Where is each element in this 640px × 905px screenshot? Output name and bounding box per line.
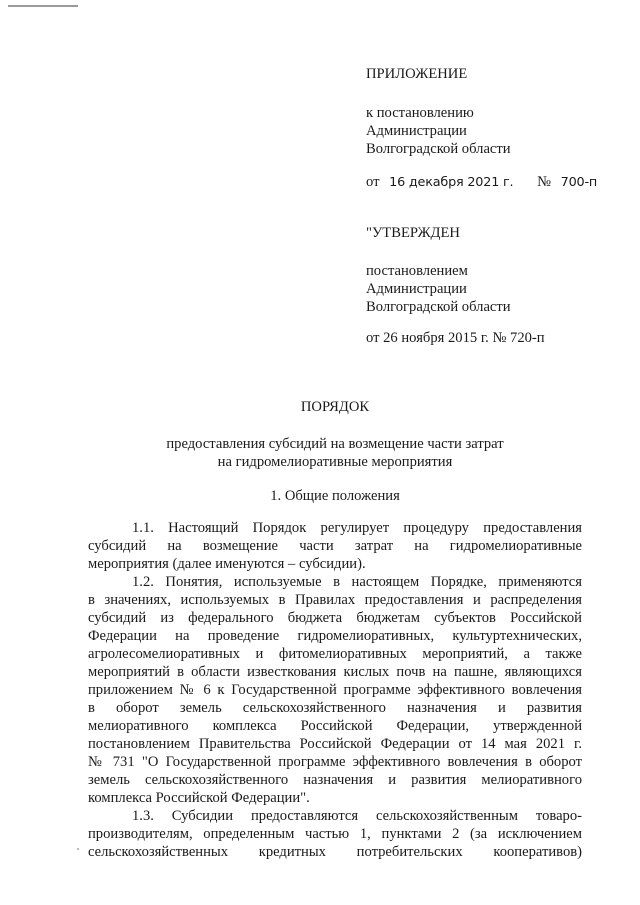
appendix-title: ПРИЛОЖЕНИЕ (366, 66, 468, 82)
body-line: 1.1. Настоящий Порядок регулирует процедуру предоставления (132, 520, 582, 536)
ref-line-3: Волгоградской области (366, 141, 511, 157)
body-line: в оборот земель сельскохозяйственного назначения и развития (88, 700, 582, 716)
scan-edge-mark (8, 5, 78, 7)
section-heading: 1. Общие положения (270, 488, 400, 504)
body-line: земель сельскохозяйственного назначения и развития мелиоративного (88, 772, 582, 788)
body-line: 1.3. Субсидии предоставляются сельскохозяйственным товаро- (132, 808, 582, 824)
number-stamp: 700-п (560, 175, 598, 190)
approved-line-2: Администрации (366, 281, 467, 297)
resolution-date-line (366, 173, 597, 192)
body-line: сельскохозяйственных кредитных потребительских кооперативов) (88, 844, 582, 860)
subtitle-line-1: предоставления субсидий на возмещение части затрат (166, 436, 504, 452)
document-title: ПОРЯДОК (300, 399, 370, 415)
number-prefix: № (537, 174, 551, 190)
ref-line-1: к постановлению (366, 105, 474, 121)
ref-line-2: Администрации (366, 123, 467, 139)
body-line: производителям, определенным частью 1, пунктами 2 (за исключением (88, 826, 582, 842)
body-line: субсидий на возмещение части затрат на гидромелиоративные (88, 538, 582, 554)
subtitle-line-2: на гидромелиоративные мероприятия (217, 454, 453, 470)
body-line: мероприятия (далее именуются – субсидии). (88, 556, 366, 572)
date-stamp: 16 декабря 2021 г. (389, 175, 514, 190)
body-line: приложением № 6 к Государственной программе эффективного вовлечения (88, 682, 582, 698)
body-line: 1.2. Понятия, используемые в настоящем Порядке, применяются (132, 574, 582, 590)
approved-line-1: постановлением (366, 263, 468, 279)
body-line: Федерации на проведение гидромелиоративных, культуртехнических, (88, 628, 582, 644)
body-line: субсидий из федерального бюджета бюджетам субъектов Российской (88, 610, 582, 626)
approved-line-3: Волгоградской области (366, 299, 511, 315)
body-line: в значениях, используемых в Правилах предоставления и распределения (88, 592, 582, 608)
scan-dot (77, 848, 79, 850)
approved-date-line: от 26 ноября 2015 г. № 720-п (366, 330, 545, 346)
body-line: комплекса Российской Федерации". (88, 790, 310, 806)
body-line: мероприятий в области известкования кислых почв на пашне, являющихся (88, 664, 582, 680)
body-line: мелиоративного комплекса Российской Федерации, утвержденной (88, 718, 582, 734)
body-line: агролесомелиоративных и фитомелиоративных мероприятий, а также (88, 646, 582, 662)
date-prefix: от (366, 174, 380, 190)
body-line: постановлением Правительства Российской Федерации от 14 мая 2021 г. (88, 736, 582, 752)
body-line: № 731 "О Государственной программе эффективного вовлечения в оборот (88, 754, 582, 770)
approved-title: "УТВЕРЖДЕН (366, 225, 460, 241)
